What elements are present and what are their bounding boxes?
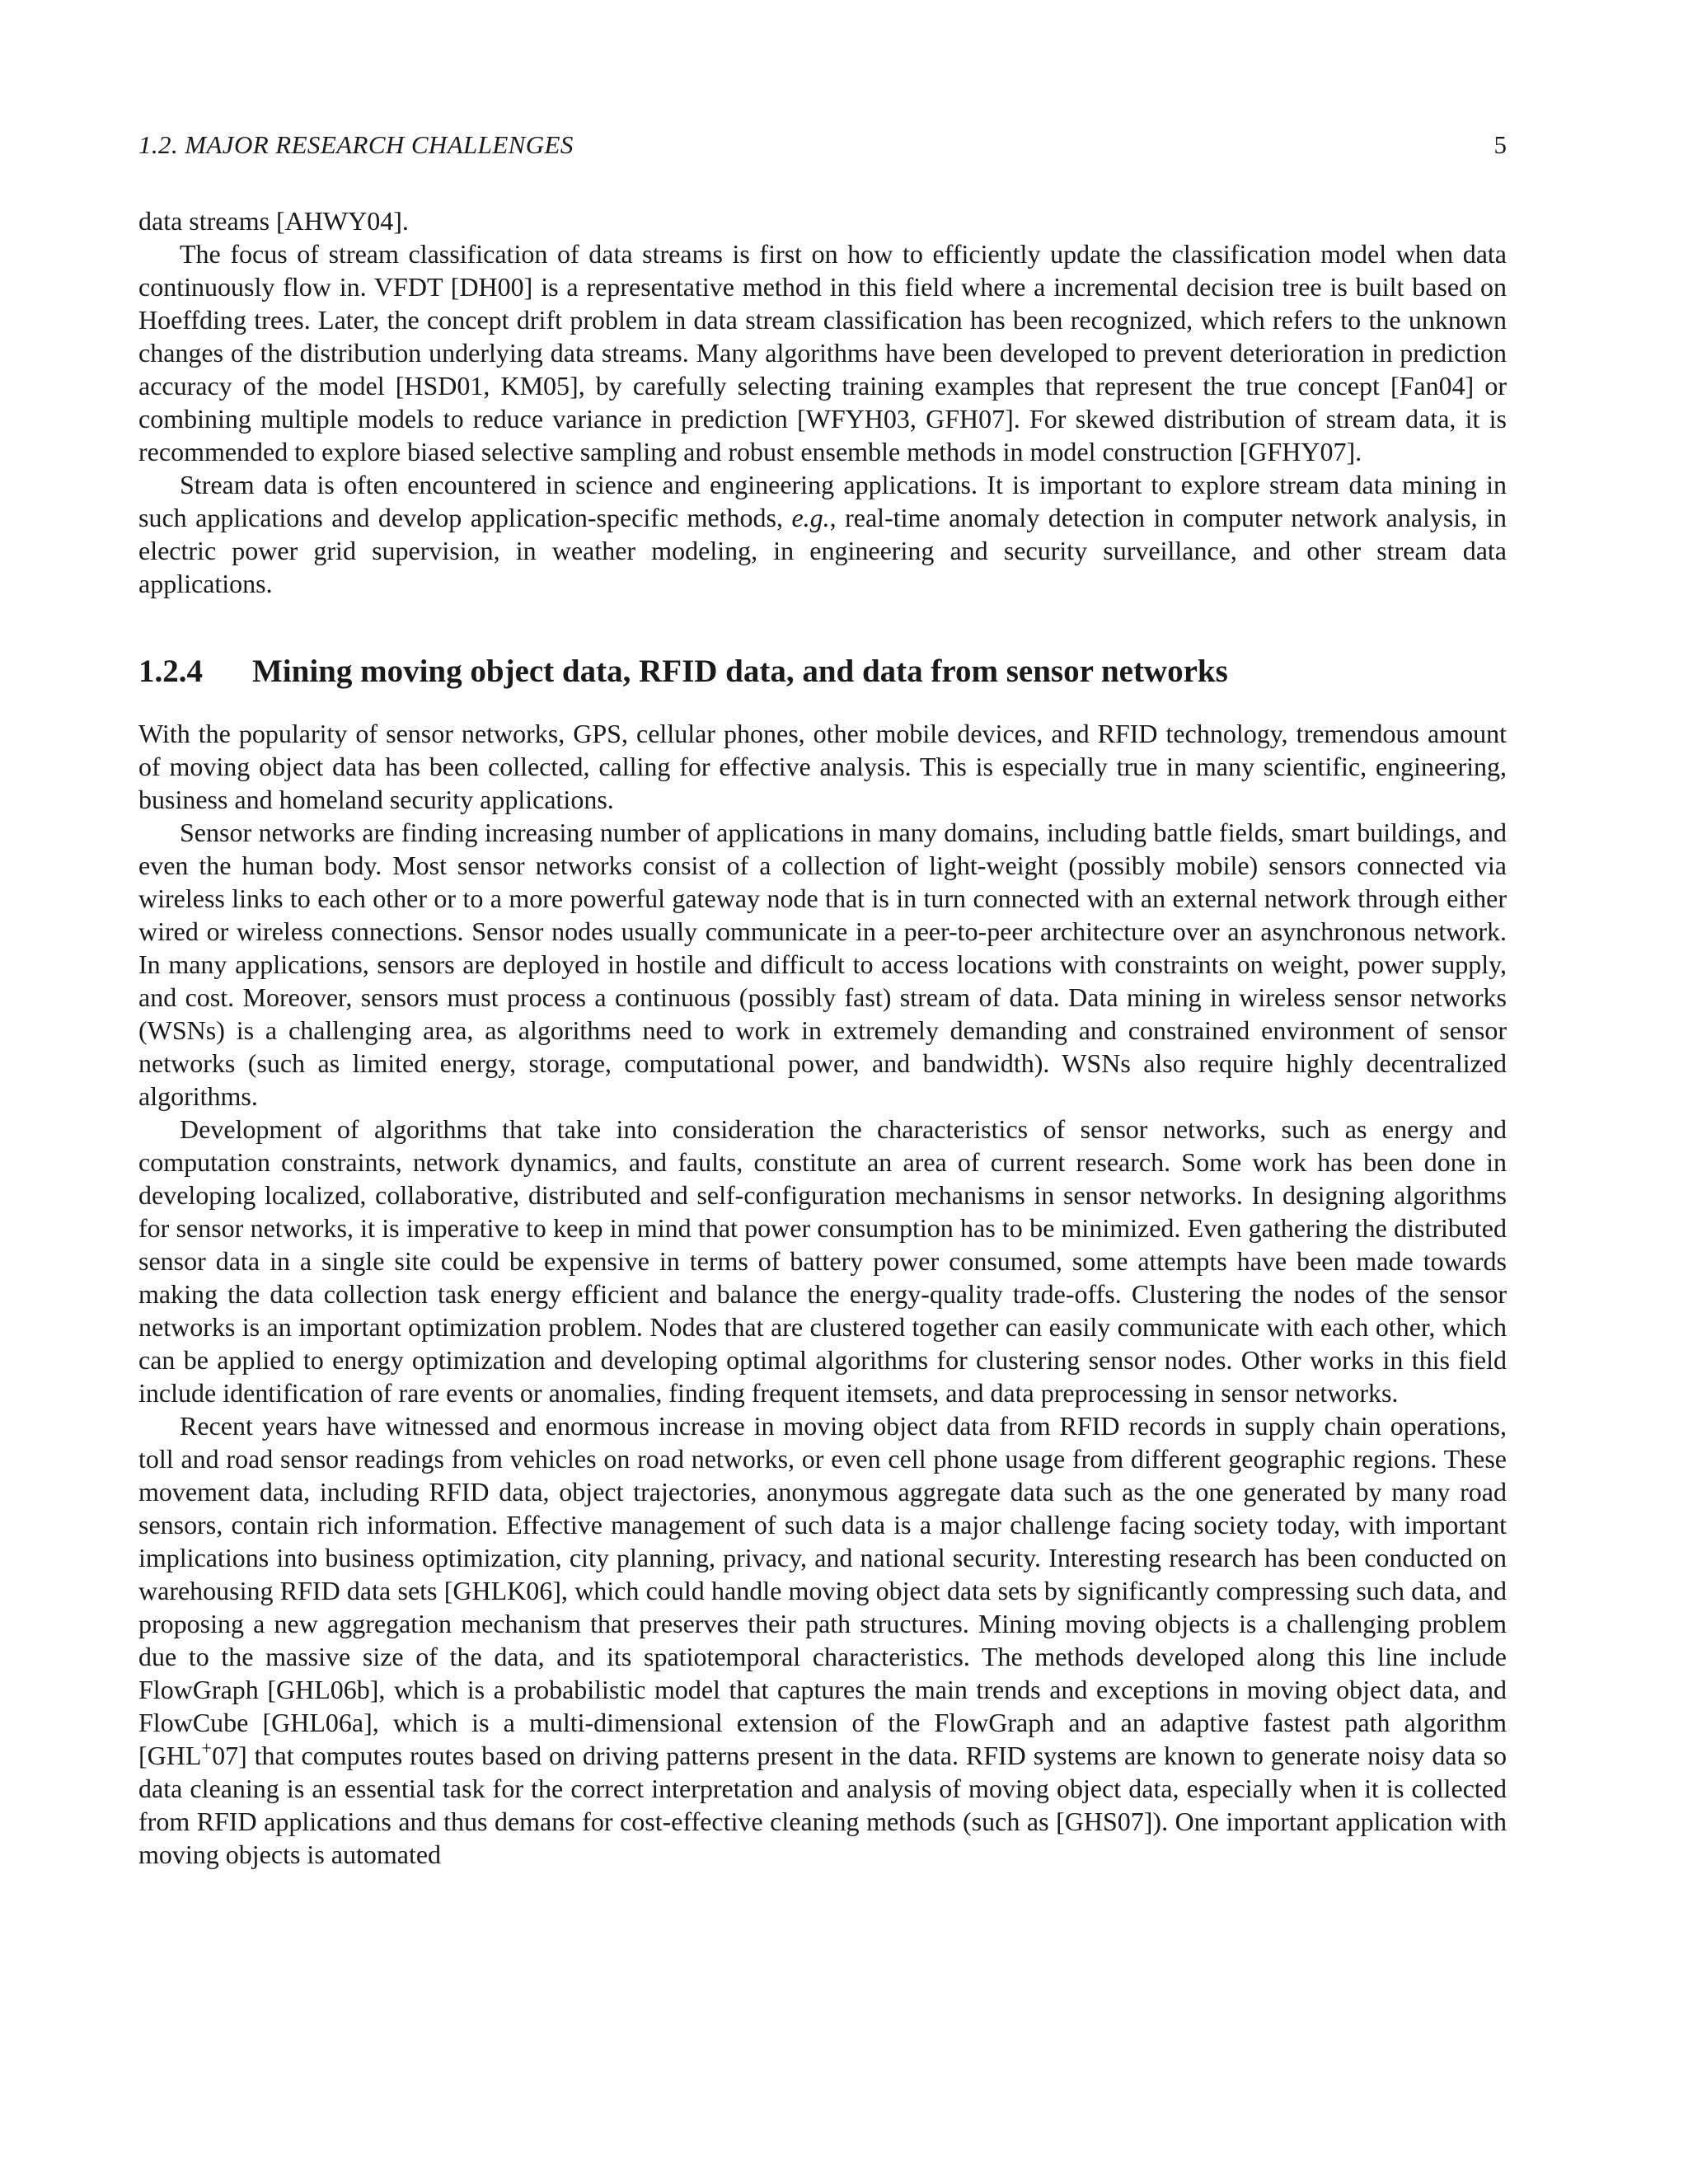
superscript-plus: +	[201, 1737, 213, 1759]
emphasis-eg: e.g.	[791, 503, 830, 532]
document-page	[138, 124, 1507, 1871]
section-title: Mining moving object data, RFID data, and data from sensor networks	[252, 654, 1228, 689]
paragraph-moving-object-data	[138, 1409, 1507, 1871]
section-heading	[138, 649, 1507, 694]
running-header-section: 1.2. MAJOR RESEARCH CHALLENGES	[138, 130, 574, 159]
paragraph-text: Recent years have witnessed and enormous increase in moving object data from RFID records in supply chain operations, toll and road sensor readings from vehicles on road networks, or even cell phone usage from different geographic regions. These movement data, including RFID data, object trajectories, anonymous aggregate data such as the one generated by many road sensors, contain rich information. Effective management of such data is a major challenge facing society today, with important implications into business optimization, city planning, privacy, and national security. Interesting research has been conducted on warehousing RFID data sets [GHLK06], which could handle moving object data sets by significantly compressing such data, and proposing a new aggregation mechanism that preserves their path structures. Mining moving objects is a challenging problem due to the massive size of the data, and its spatiotemporal characteristics. The methods developed along this line include FlowGraph [GHL06b], which is a probabilistic model that captures the main trends and exceptions in moving object data, and FlowCube [GHL06a], which is a multi-dimensional extension of the FlowGraph and an adaptive fastest path algorithm [GHL	[138, 1411, 1507, 1770]
paragraph-algorithm-development: Development of algorithms that take into consideration the characteristics of sensor networks, such as energy and computation constraints, network dynamics, and faults, constitute an area of current research. Some work has been done in developing localized, collaborative, distributed and self-configuration mechanisms in sensor networks. In designing algorithms for sensor networks, it is imperative to keep in mind that power consumption has to be minimized. Even gathering the distributed sensor data in a single site could be expensive in terms of battery power consumed, some attempts have been made towards making the data collection task energy efficient and balance the energy-quality trade-offs. Clustering the nodes of the sensor networks is an important optimization problem. Nodes that are clustered together can easily communicate with each other, which can be applied to energy optimization and developing optimal algorithms for clustering sensor nodes. Other works in this field include identification of rare events or anomalies, finding frequent itemsets, and data preprocessing in sensor networks.	[138, 1114, 1507, 1408]
paragraph-sensor-networks: Sensor networks are finding increasing number of applications in many domains, including battle fields, smart buildings, and even the human body. Most sensor networks consist of a collection of light-weight (possibly mobile) sensors connected via wireless links to each other or to a more powerful gateway node that is in turn connected with an external network through either wired or wireless connections. Sensor nodes usually communicate in a peer-to-peer architecture over an asynchronous network. In many applications, sensors are deployed in hostile and difficult to access locations with constraints on weight, power supply, and cost. Moreover, sensors must process a continuous (possibly fast) stream of data. Data mining in wireless sensor networks (WSNs) is a challenging area, as algorithms need to work in extremely demanding and constrained environment of sensor networks (such as limited energy, storage, computational power, and bandwidth). WSNs also require highly decentralized algorithms.	[138, 818, 1507, 1111]
paragraph-text: 07] that computes routes based on driving patterns present in the data. RFID systems are known to generate noisy data so data cleaning is an essential task for the correct interpretation and analysis of moving object data, especially when it is collected from RFID applications and thus demans for cost-effective cleaning methods (such as [GHS07]). One important application with moving objects is automated	[138, 1741, 1507, 1869]
paragraph-continuation: data streams [AHWY04].	[138, 206, 409, 236]
page-number: 5	[1493, 130, 1507, 159]
paragraph-stream-classification: The focus of stream classification of data streams is first on how to efficiently update the classification model when data continuously flow in. VFDT [DH00] is a representative method in this field where a incremental decision tree is built based on Hoeffding trees. Later, the concept drift problem in data stream classification has been recognized, which refers to the unknown changes of the distribution underlying data streams. Many algorithms have been developed to prevent deterioration in prediction accuracy of the model [HSD01, KM05], by carefully selecting training examples that represent the true concept [Fan04] or combining multiple models to reduce variance in prediction [WFYH03, GFH07]. For skewed distribution of stream data, it is recommended to explore biased selective sampling and robust ensemble methods in model construction [GFHY07].	[138, 239, 1507, 466]
body-text	[138, 204, 1507, 1871]
running-header	[138, 124, 1507, 166]
paragraph-popularity: With the popularity of sensor networks, GPS, cellular phones, other mobile devices, and RFID technology, tremendous amount of moving object data has been collected, calling for effective analysis. This is especially true in many scientific, engineering, business and homeland security applications.	[138, 719, 1507, 814]
section-number: 1.2.4	[138, 654, 203, 689]
paragraph-text: , real-time anomaly detection in computer network analysis, in electric power grid supervision, in weather modeling, in engineering and security surveillance, and other stream data applications.	[138, 503, 1507, 598]
paragraph-text: Stream data is often encountered in science and engineering applications. It is important to explore stream data mining in such applications and develop application-specific methods,	[138, 470, 1507, 532]
paragraph-stream-applications	[138, 468, 1507, 600]
